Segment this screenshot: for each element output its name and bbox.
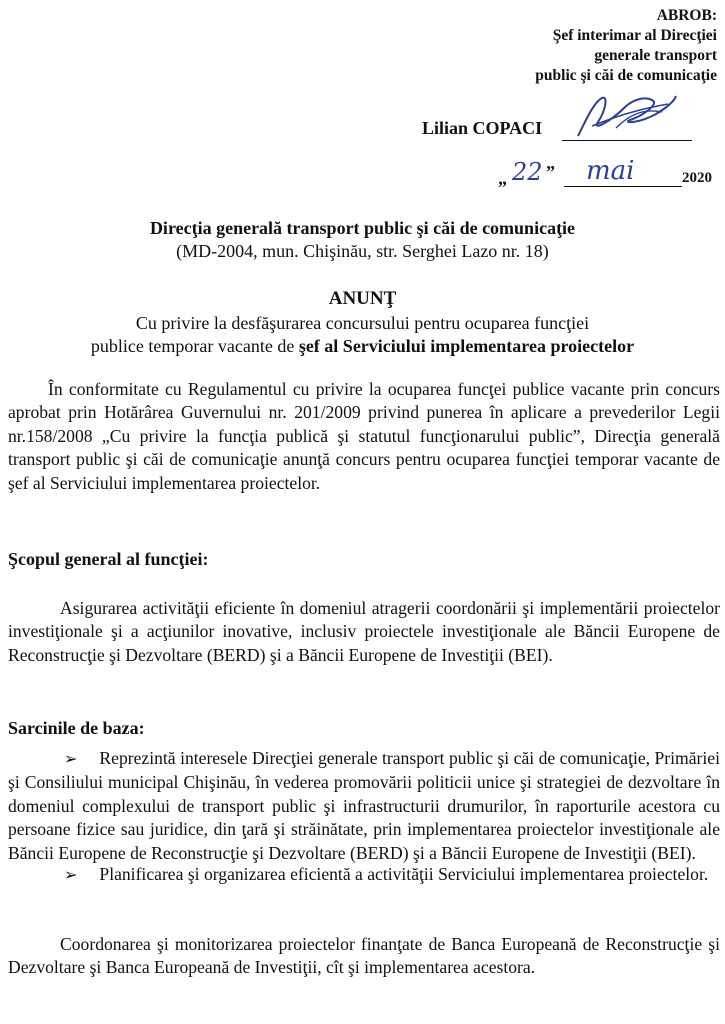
task-item-1: [8, 747, 720, 865]
approval-title-line-2: generale transport: [594, 47, 717, 64]
arrow-bullet-icon: ➢: [64, 751, 78, 768]
subject-position-title: şef al Serviciului implementarea proiectelor: [298, 336, 635, 356]
tasks-heading: Sarcinile de baza:: [8, 718, 145, 738]
approval-title-line-1: Şef interimar al Direcţiei: [552, 27, 717, 44]
approval-date: [498, 158, 723, 188]
subject-line-2-prefix: publice temporar vacante de: [90, 336, 299, 356]
date-day: 22: [512, 158, 543, 186]
purpose-heading: Şcopul general al funcţiei:: [8, 549, 209, 569]
date-open-quote: „: [498, 168, 507, 188]
purpose-paragraph: Asigurarea activităţii eficiente în domeniul atragerii coordonării şi implementării proiectelor investiţionale şi a acţiunilor inovative, inclusiv proiectele investiţionale ale Băncii Europene de Reconstrucţie şi Dezvoltare (BERD) şi a Băncii Europene de Investiţii (BEI).: [8, 598, 720, 665]
signer-row: [422, 112, 722, 142]
approval-title-line-3: public şi căi de comunicaţie: [535, 67, 717, 84]
signer-name: Lilian COPACI: [422, 118, 543, 138]
task-text-2: Planificarea şi organizarea eficientă a activităţii Serviciului implementarea proiectelor.: [99, 864, 709, 884]
task-item-2: [8, 863, 720, 887]
task-item-3: Coordonarea şi monitorizarea proiectelor finanţate de Banca Europeană de Reconstrucţie şi Dezvoltare şi Banca Europeană de Investiţii, cît şi implementarea acestora.: [8, 934, 720, 978]
approval-label: ABROB:: [656, 7, 717, 24]
date-year: 2020: [682, 170, 712, 186]
date-month-line: [564, 186, 682, 187]
organization-name: Direcţia generală transport public şi căi de comunicaţie: [149, 218, 576, 238]
handwritten-signature: [572, 90, 682, 142]
organization-address: (MD-2004, mun. Chişinău, str. Serghei Lazo nr. 18): [176, 241, 549, 261]
task-text-1: Reprezintă interesele Direcţiei generale transport public şi căi de comunicaţie, Primăriei şi Consiliului municipal Chişinău, în vederea promovării politicii unice şi strategiei de dezvoltare în domeniul complexului de transport public şi infrastructurii drumurilor, în raporturile acestora cu persoane fizice sau juridice, din ţară şi străinătate, prin implementarea proiectelor investiţionale ale Băncii Europene de Reconstrucţie şi Dezvoltare (BERD) şi a Băncii Europene de Investiţii (BEI).: [8, 748, 720, 863]
date-month: mai: [586, 156, 635, 186]
arrow-bullet-icon: ➢: [64, 867, 78, 884]
announcement-title: ANUNŢ: [328, 288, 397, 309]
date-close-quote: ”: [546, 162, 555, 182]
subject-line-2: [0, 335, 725, 357]
approval-block: [477, 6, 717, 86]
subject-line-1: Cu privire la desfăşurarea concursului pentru ocuparea funcţiei: [135, 313, 590, 333]
intro-paragraph: În conformitate cu Regulamentul cu privire la ocuparea funcţei publice vacante prin concurs aprobat prin Hotărârea Guvernului nr. 201/2009 privind punerea în aplicare a prevederilor Legii nr.158/2008 „Cu privire la funcţia publică şi statutul funcţionarului public”, Direcţia generală transport public şi căi de comunicaţie anunţă concurs pentru ocuparea funcţiei temporar vacante de şef al Serviciului implementarea proiectelor.: [8, 379, 720, 493]
